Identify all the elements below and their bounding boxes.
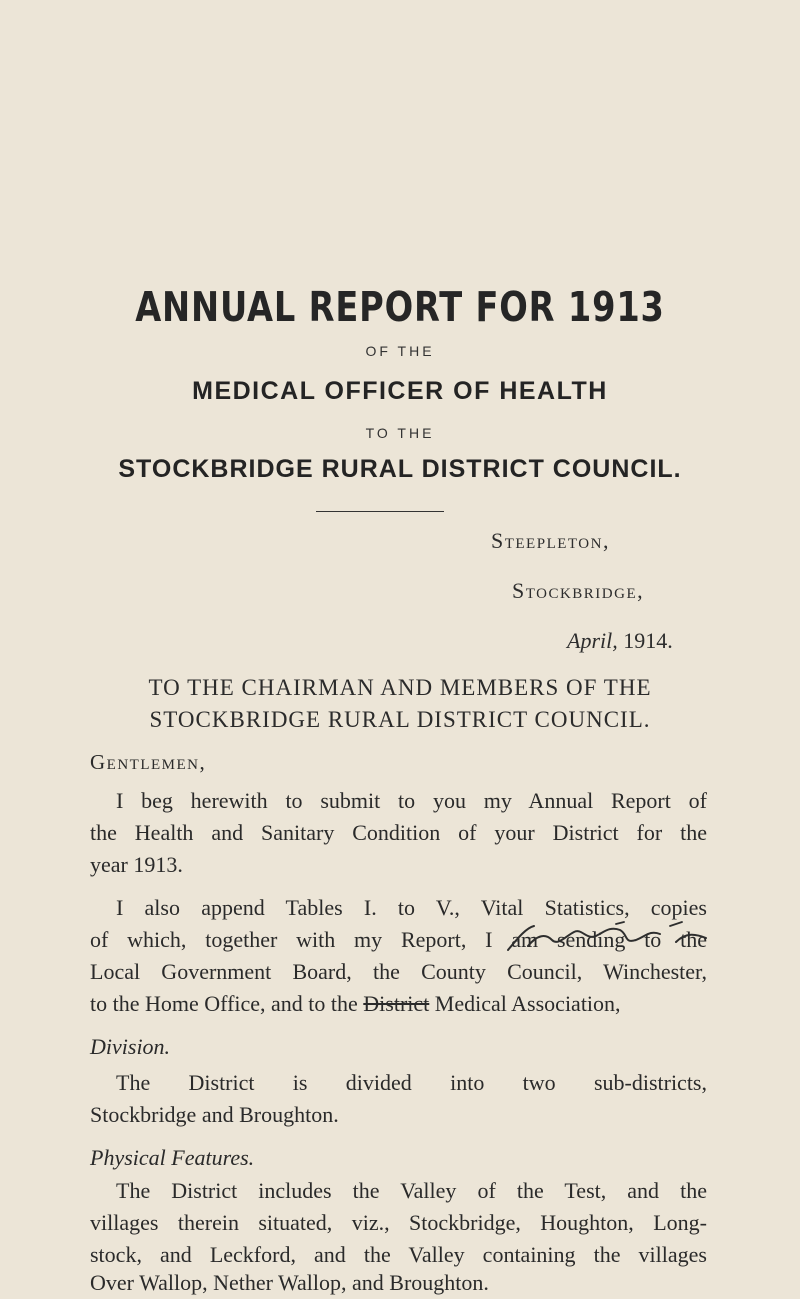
paragraph-1-line-3: year 1913. <box>90 852 183 877</box>
paragraph-4-line-3: stock, and Leckford, and the Valley containing the villages <box>90 1242 707 1267</box>
of-the-line: OF THE <box>365 343 435 359</box>
paragraph-2-line-1: I also append Tables I. to V., Vital Statistics, copies <box>116 895 707 920</box>
paragraph-2-line-2: of which, together with my Report, I am sending to the <box>90 927 707 952</box>
address-line-1: Steepleton, <box>491 528 610 553</box>
date-year: 1914. <box>623 628 673 653</box>
report-title: ANNUAL REPORT FOR 1913 <box>135 283 665 331</box>
section-heading: Physical Features. <box>90 1145 255 1170</box>
officer-heading: MEDICAL OFFICER OF HEALTH <box>192 377 608 405</box>
date-month: April, <box>567 628 618 653</box>
paragraph-4-line-4: Over Wallop, Nether Wallop, and Broughton. <box>90 1270 489 1295</box>
line-4-start: to the Home Office, and to the <box>90 991 358 1016</box>
council-heading: STOCKBRIDGE RURAL DISTRICT COUNCIL. <box>118 455 682 483</box>
addressee-line-1: TO THE CHAIRMAN AND MEMBERS OF THE <box>148 675 652 700</box>
greeting: Gentlemen, <box>90 750 207 774</box>
paragraph-2-line-4 <box>90 991 621 1017</box>
paragraph-2-line-3: Local Government Board, the County Council, Winchester, <box>90 959 707 984</box>
divider-rule <box>316 511 444 512</box>
paragraph-4-line-1: The District includes the Valley of the Test, and the <box>116 1178 707 1203</box>
addressee-line-2: STOCKBRIDGE RURAL DISTRICT COUNCIL. <box>149 707 651 732</box>
address-date <box>567 628 673 654</box>
paragraph-3-line-1: The District is divided into two sub-districts, <box>116 1070 707 1095</box>
paragraph-4-line-2: villages therein situated, viz., Stockbridge, Houghton, Long- <box>90 1210 707 1235</box>
paragraph-1-line-1: I beg herewith to submit to you my Annual Report of <box>116 788 707 813</box>
line-4-end: Medical Association, <box>434 991 621 1016</box>
paragraph-2-line-5: Division. <box>90 1034 171 1059</box>
paragraph-1-line-2: the Health and Sanitary Condition of your District for the <box>90 820 707 845</box>
handwritten-insertion <box>500 920 720 954</box>
to-the-line: TO THE <box>365 425 435 441</box>
struck-word: District <box>363 991 430 1016</box>
address-line-2: Stockbridge, <box>512 578 645 603</box>
paragraph-3-line-2: Stockbridge and Broughton. <box>90 1102 339 1127</box>
